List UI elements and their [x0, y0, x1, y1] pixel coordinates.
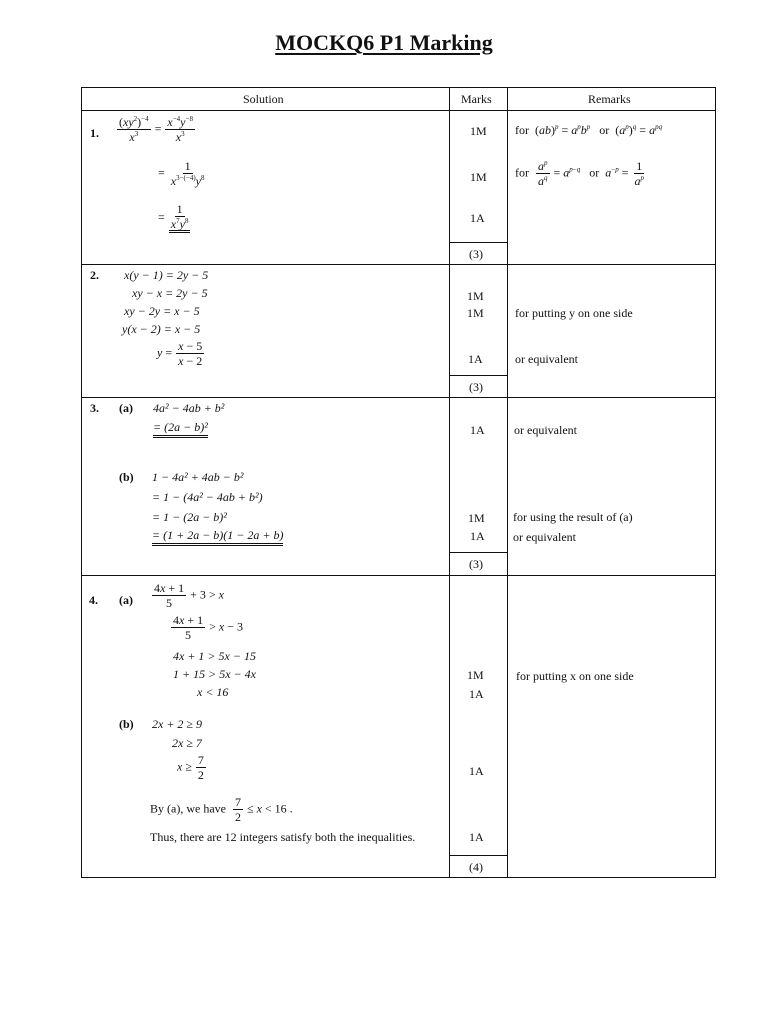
q1-number: 1. — [90, 126, 99, 140]
q4-subtotal: (4) — [469, 860, 483, 874]
q3b-line-4: = (1 + 2a − b)(1 − 2a + b) — [152, 528, 283, 546]
q3-subtotal-line — [449, 552, 507, 553]
q1-step-2: = $\frac{1}{x^{3-(-4)}y^8}$ — [158, 159, 205, 188]
q2-subtotal: (3) — [469, 380, 483, 394]
table-border-bottom — [81, 877, 716, 878]
q4-number: 4. — [89, 593, 98, 607]
q2-line-1: x(y − 1) = 2y − 5 — [124, 268, 209, 282]
q4-remark-1: for putting x on one side — [516, 669, 634, 683]
q4-mark-2: 1A — [469, 687, 484, 701]
q3b-line-2: = 1 − (4a² − 4ab + b²) — [152, 490, 263, 504]
page-title: MOCKQ6 P1 Marking — [275, 30, 493, 55]
q3-subtotal: (3) — [469, 557, 483, 571]
table-border-top — [81, 87, 716, 88]
q4b-by-a: By (a), we have $\frac{7}{2}$ ≤ x < 16 . — [150, 795, 293, 824]
q2-mark-3: 1A — [468, 352, 483, 366]
q3b-line-3: = 1 − (2a − b)² — [152, 510, 227, 524]
q4a-line-4: 1 + 15 > 5x − 4x — [173, 667, 256, 681]
q2-remark-1: for putting y on one side — [515, 306, 633, 320]
q1-mark-2: 1M — [470, 170, 487, 184]
q2-line-4: y(x − 2) = x − 5 — [122, 322, 201, 336]
col-divider-1 — [449, 87, 450, 878]
q1-subtotal-line — [449, 242, 507, 243]
q3-remark-3: or equivalent — [513, 530, 576, 544]
q3-number: 3. — [90, 401, 99, 415]
q2-line-2: xy − x = 2y − 5 — [132, 286, 208, 300]
q4-part-b-label: (b) — [119, 717, 134, 731]
q3-part-a-label: (a) — [119, 401, 133, 415]
row-divider-1 — [81, 264, 716, 265]
q4b-line-1: 2x + 2 ≥ 9 — [152, 717, 203, 731]
q4-subtotal-line — [449, 855, 507, 856]
q1-mark-3: 1A — [470, 211, 485, 225]
q4-part-a-label: (a) — [119, 593, 133, 607]
q2-mark-1: 1M — [467, 289, 484, 303]
header-remarks: Remarks — [588, 92, 631, 106]
q4-conclusion: Thus, there are 12 integers satisfy both the inequalities. — [150, 830, 416, 844]
q2-line-5: y = $\frac{x - 5}{x - 2}$ — [157, 339, 203, 368]
q2-mark-2: 1M — [467, 306, 484, 320]
q4a-line-3: 4x + 1 > 5x − 15 — [173, 649, 256, 663]
q4a-line-1: $\frac{4x + 1}{5}$ + 3 > x — [154, 581, 224, 610]
q4b-line-3: x ≥ $\frac{7}{2}$ — [177, 753, 204, 782]
q4a-line-2: $\frac{4x + 1}{5}$ > x − 3 — [173, 613, 243, 642]
q3a-line-1: 4a² − 4ab + b² — [153, 401, 225, 415]
row-divider-3 — [81, 575, 716, 576]
header-solution: Solution — [243, 92, 284, 106]
q3-remark-2: for using the result of (a) — [513, 510, 633, 524]
table-border-right — [715, 87, 716, 878]
row-divider-2 — [81, 397, 716, 398]
header-divider — [81, 110, 716, 111]
q4-mark-1: 1M — [467, 668, 484, 682]
header-marks: Marks — [461, 92, 492, 106]
q3-mark-3: 1A — [470, 529, 485, 543]
q4a-line-5: x < 16 — [197, 685, 229, 699]
q4-mark-3: 1A — [469, 764, 484, 778]
q1-step-1: $\frac{(xy^2)^{-4}}{x^3}$ = $\frac{x^{-4}y^{-8}}{x^3}$ — [119, 115, 193, 144]
q1-mark-1: 1M — [470, 124, 487, 138]
q1-remark-1: for $(ab)^p = a^pb^p$ or $(a^p)^q = a^{pq}$ — [515, 123, 663, 137]
q3a-line-2: = (2a − b)² — [153, 420, 208, 438]
q3-remark-1: or equivalent — [514, 423, 577, 437]
q3-mark-1: 1A — [470, 423, 485, 437]
q3-mark-2: 1M — [468, 511, 485, 525]
q2-subtotal-line — [449, 375, 507, 376]
q2-line-3: xy − 2y = x − 5 — [124, 304, 200, 318]
q3b-line-1: 1 − 4a² + 4ab − b² — [152, 470, 244, 484]
q4-mark-4: 1A — [469, 830, 484, 844]
q4b-line-2: 2x ≥ 7 — [172, 736, 202, 750]
q1-subtotal: (3) — [469, 247, 483, 261]
q1-step-3: = $\frac{1}{x^7y^8}$ — [158, 202, 189, 231]
q2-number: 2. — [90, 268, 99, 282]
q1-remark-2: for $\frac{a^p}{a^q}$ = $a^{p-q}$ or $a^{-p}$ = $\frac{1}{a^p}$ — [515, 159, 644, 188]
q2-remark-2: or equivalent — [515, 352, 578, 366]
col-divider-2 — [507, 87, 508, 878]
table-border-left — [81, 87, 82, 878]
q3-part-b-label: (b) — [119, 470, 134, 484]
